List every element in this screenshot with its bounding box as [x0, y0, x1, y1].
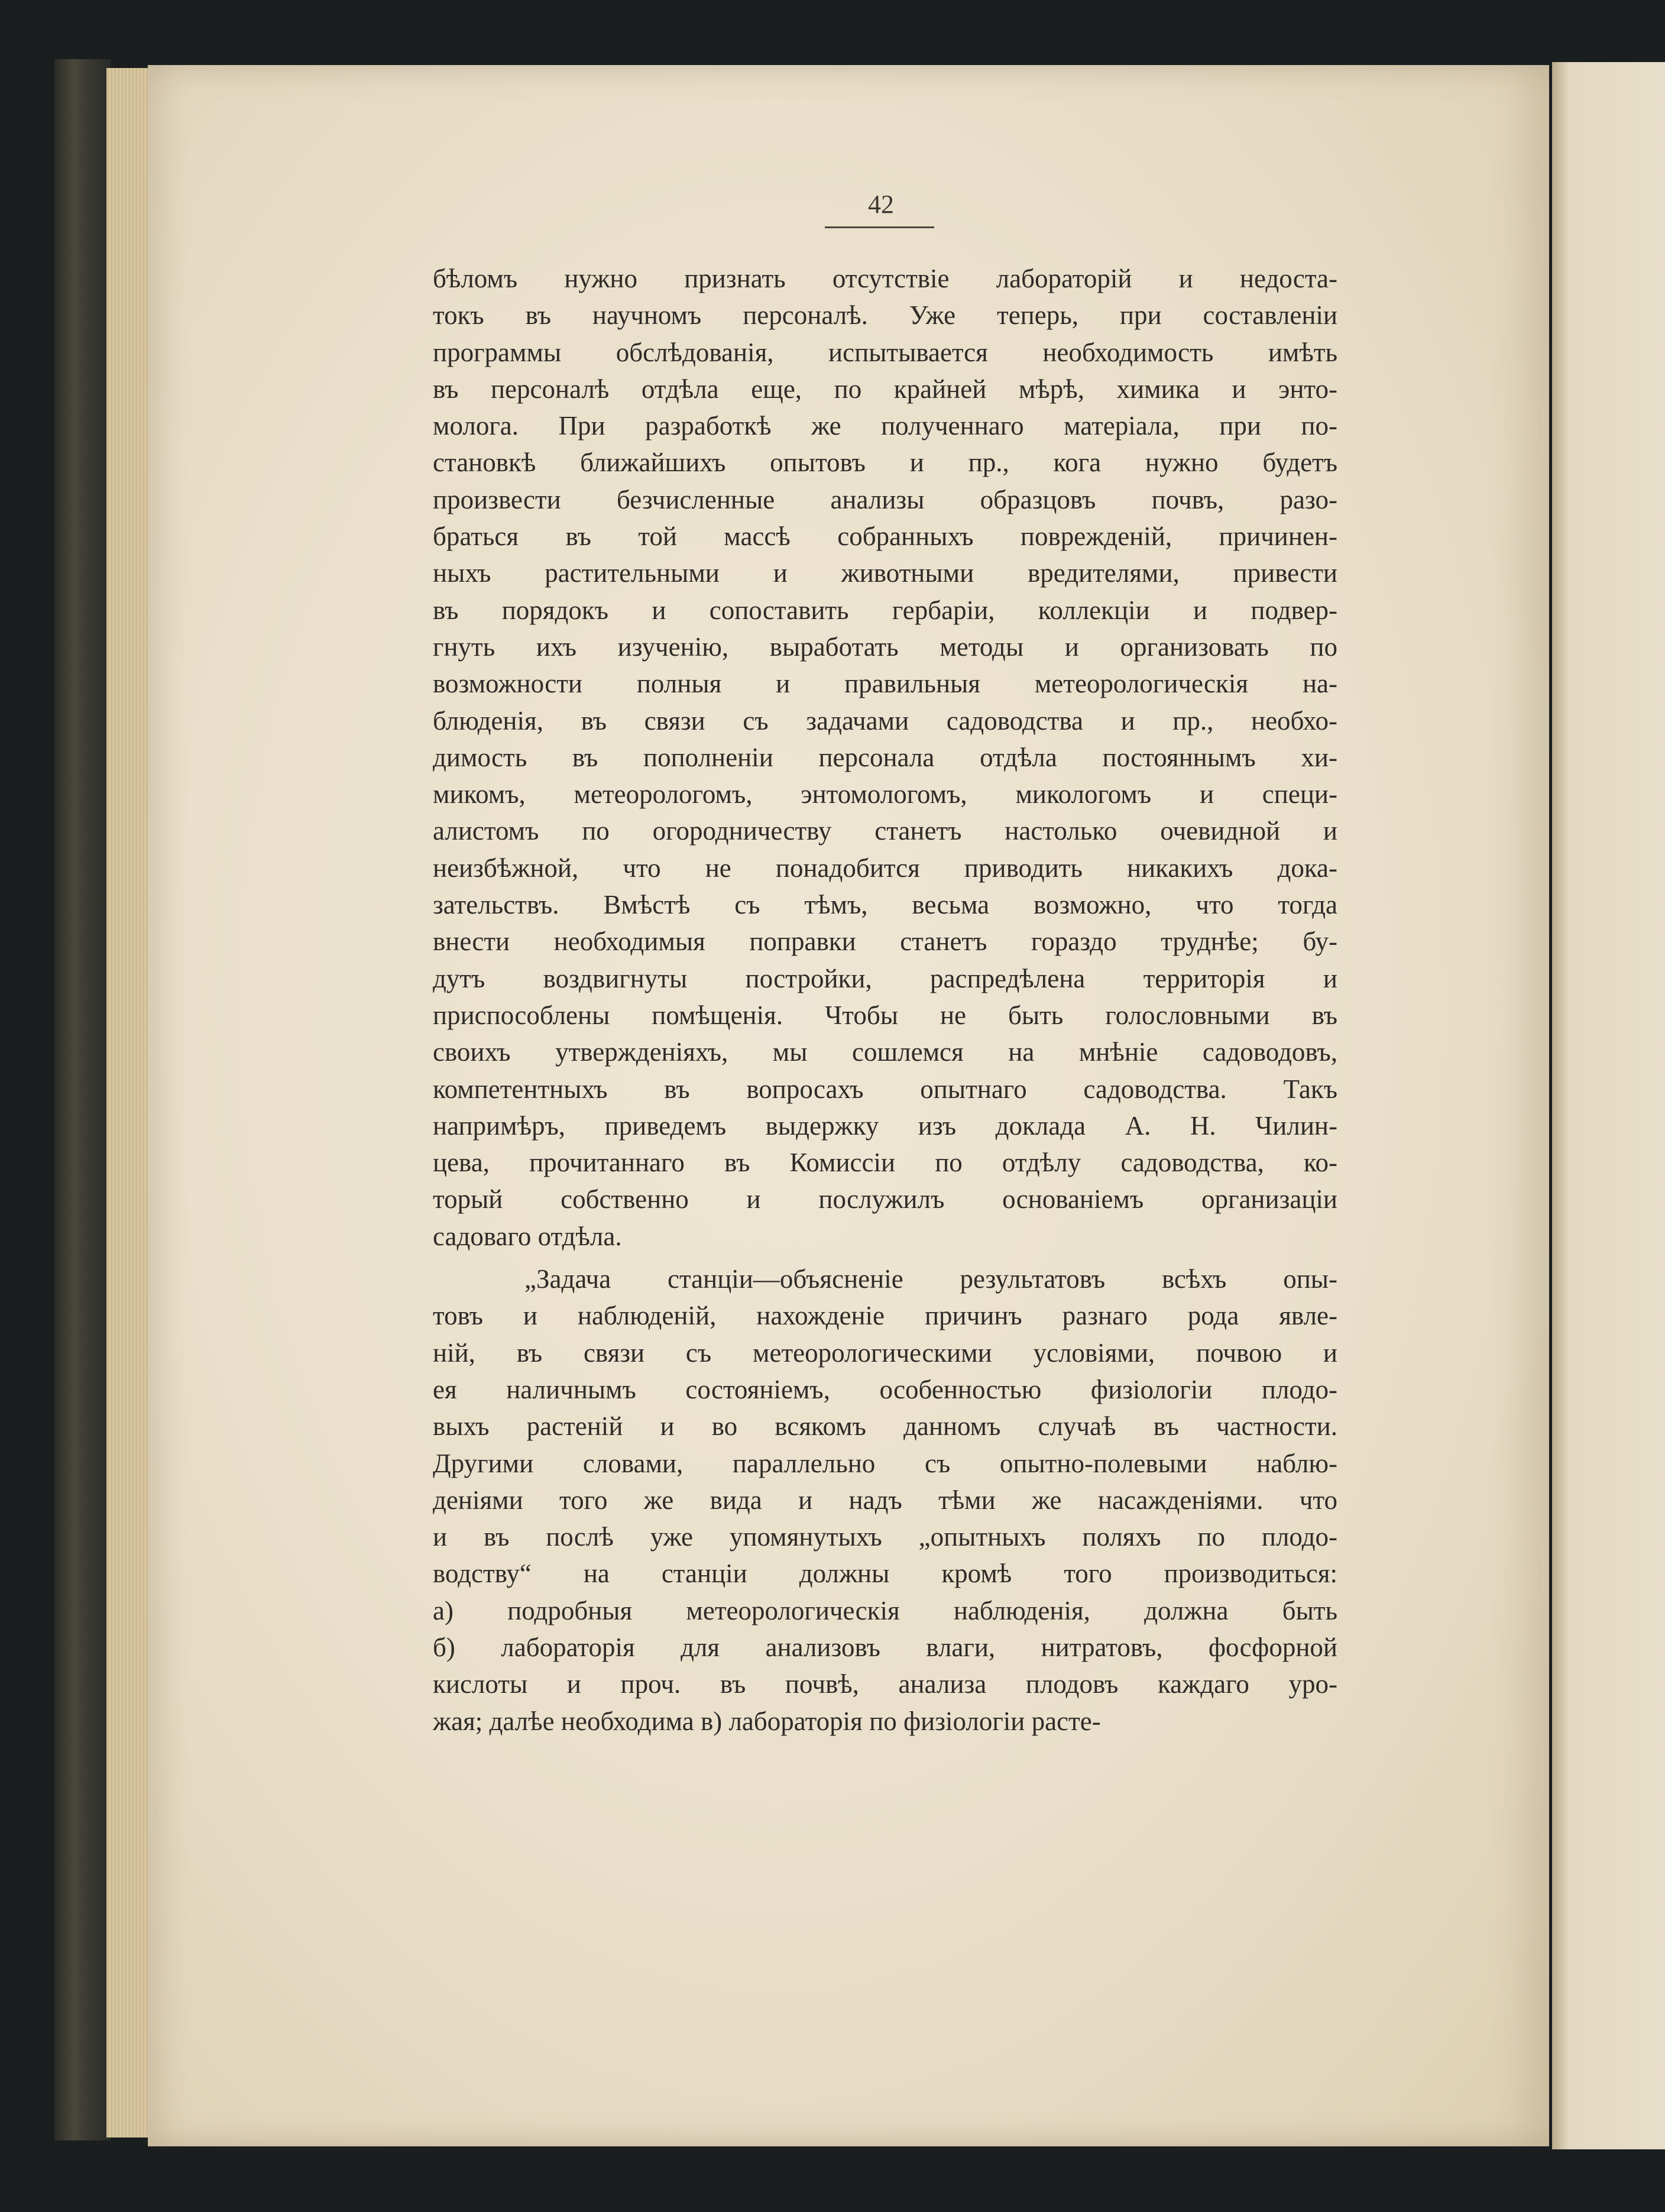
text-line: возможности полныя и правильныя метеорологическія на-: [433, 669, 1337, 699]
text-line: молога. При разработкѣ же полученнаго матеріала, при по-: [433, 411, 1337, 441]
text-line: напримѣръ, приведемъ выдержку изъ доклада А. Н. Чилин-: [433, 1110, 1337, 1141]
text-line: водству“ на станціи должны кромѣ того производиться:: [433, 1559, 1337, 1589]
text-line: неизбѣжной, что не понадобится приводить никакихъ дока-: [433, 853, 1337, 883]
text-line: ній, въ связи съ метеорологическими условіями, почвою и: [433, 1337, 1337, 1368]
text-line: торый собственно и послужилъ основаніемъ организаціи: [433, 1184, 1337, 1215]
text-line: деніями того же вида и надъ тѣми же насажденіями. что: [433, 1485, 1337, 1515]
text-line: микомъ, метеорологомъ, энтомологомъ, микологомъ и специ-: [433, 779, 1337, 809]
adjacent-page: [1552, 62, 1665, 2149]
text-line: въ персоналѣ отдѣла еще, по крайней мѣрѣ, химика и энто-: [433, 374, 1337, 404]
book-binding: [54, 59, 111, 2140]
text-line: бѣломъ нужно признать отсутствіе лабораторій и недоста-: [433, 264, 1337, 293]
page-number: 42: [868, 190, 894, 219]
body-text: [433, 260, 1337, 1740]
text-line: алистомъ по огородничеству станетъ настолько очевидной и: [433, 816, 1337, 846]
text-line: товъ и наблюденій, нахожденіе причинъ разнаго рода явле-: [433, 1301, 1337, 1331]
text-line: кислоты и проч. въ почвѣ, анализа плодовъ каждаго уро-: [433, 1669, 1337, 1699]
text-line: своихъ утвержденіяхъ, мы сошлемся на мнѣніе садоводовъ,: [433, 1037, 1337, 1067]
text-line: садоваго отдѣла.: [433, 1221, 622, 1251]
text-line: жая; далѣе необходима в) лабораторія по физіологіи расте-: [433, 1706, 1101, 1736]
text-line: димость въ пополненіи персонала отдѣла постояннымъ хи-: [433, 742, 1337, 772]
text-line: цева, прочитаннаго въ Комиссіи по отдѣлу садоводства, ко-: [433, 1148, 1337, 1178]
text-line: а) подробныя метеорологическія наблюденія, должна быть: [433, 1595, 1337, 1625]
text-line: б) лабораторія для анализовъ влаги, нитратовъ, фосфорной: [433, 1632, 1337, 1662]
text-line: программы обслѣдованія, испытывается необходимость имѣть: [433, 337, 1337, 367]
text-line: становкѣ ближайшихъ опытовъ и пр., кога нужно будетъ: [433, 448, 1337, 478]
paragraph: [433, 1261, 1337, 1740]
text-line: „Задача станціи—объясненіе результатовъ всѣхъ опы-: [524, 1264, 1337, 1294]
text-line: блюденія, въ связи съ задачами садоводства и пр., необхо-: [433, 705, 1337, 736]
text-line: произвести безчисленные анализы образцовъ почвъ, разо-: [433, 484, 1337, 514]
text-line: дутъ воздвигнуты постройки, распредѣлена территорія и: [433, 963, 1337, 993]
text-line: приспособлены помѣщенія. Чтобы не быть голословными въ: [433, 1000, 1337, 1030]
text-line: браться въ той массѣ собранныхъ поврежденій, причинен-: [433, 522, 1337, 552]
text-line: компетентныхъ въ вопросахъ опытнаго садоводства. Такъ: [433, 1074, 1337, 1104]
text-line: ныхъ растительными и животными вредителями, привести: [433, 558, 1337, 588]
page-number-rule: [825, 226, 934, 228]
text-line: въ порядокъ и сопоставить гербаріи, коллекціи и подвер-: [433, 595, 1337, 625]
paragraph: [433, 260, 1337, 1255]
text-line: гнуть ихъ изученію, выработать методы и организовать по: [433, 631, 1337, 662]
paragraph-gap: [433, 1255, 1337, 1261]
text-line: внести необходимыя поправки станетъ гораздо труднѣе; бу-: [433, 927, 1337, 957]
text-line: Другими словами, параллельно съ опытно-полевыми наблю-: [433, 1448, 1337, 1478]
text-line: токъ въ научномъ персоналѣ. Уже теперь, при составленіи: [433, 300, 1337, 331]
text-line: ея наличнымъ состояніемъ, особенностью физіологіи плодо-: [433, 1374, 1337, 1404]
text-line: выхъ растеній и во всякомъ данномъ случаѣ въ частности.: [433, 1411, 1337, 1442]
text-line: и въ послѣ уже упомянутыхъ „опытныхъ поляхъ по плодо-: [433, 1522, 1337, 1552]
text-line: зательствъ. Вмѣстѣ съ тѣмъ, весьма возможно, что тогда: [433, 890, 1337, 920]
